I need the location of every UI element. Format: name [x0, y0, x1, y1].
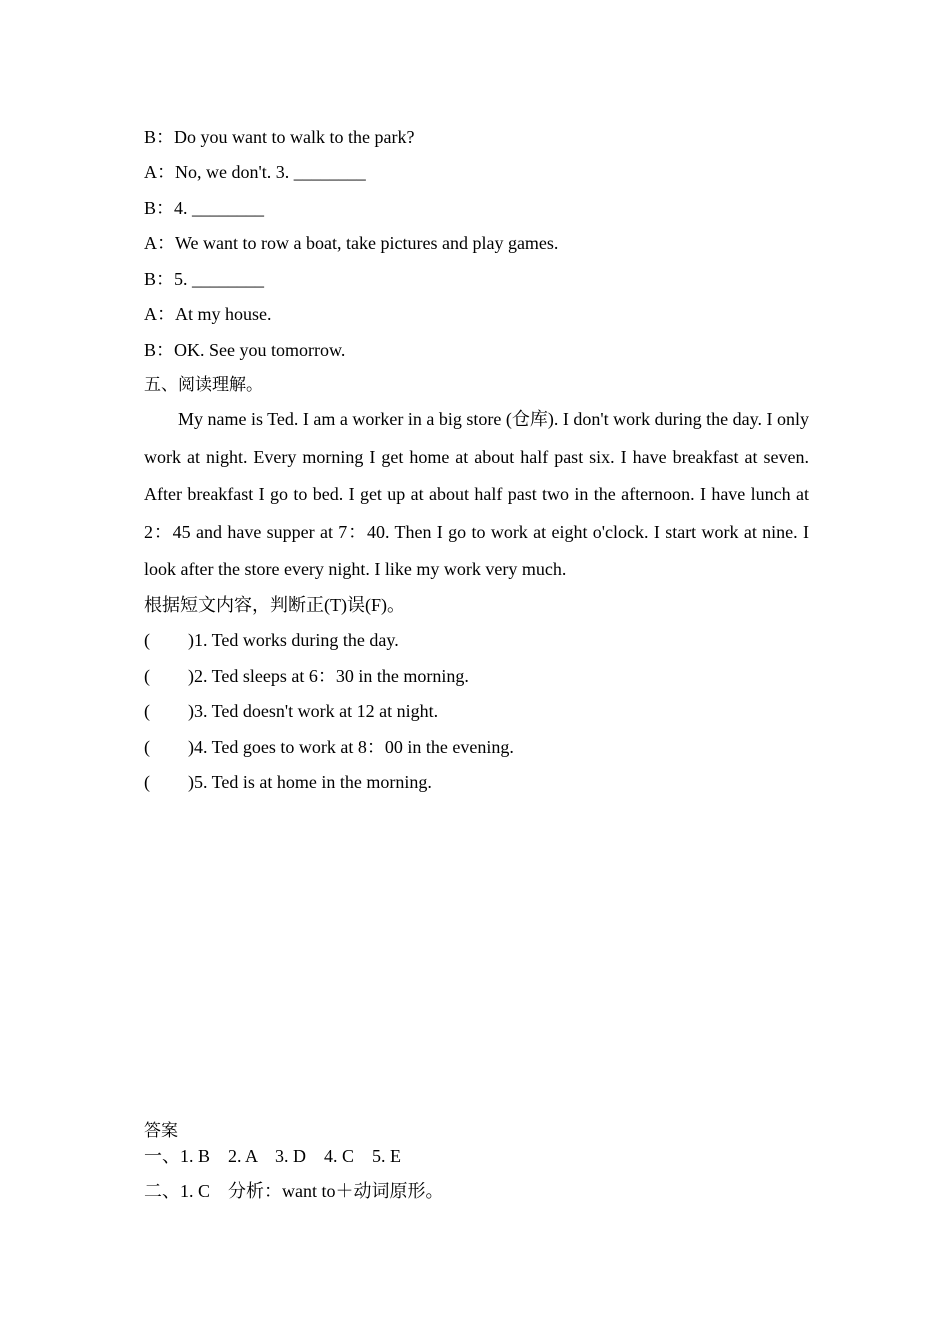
answer-paren: (: [144, 737, 150, 757]
answers-part-1: 一、1. B 2. A 3. D 4. C 5. E: [144, 1146, 402, 1166]
answer-paren: (: [144, 666, 150, 686]
speaker-label: B：: [144, 340, 175, 360]
dialogue-text: 4. ________: [174, 198, 265, 218]
answer-paren: (: [144, 772, 150, 792]
question-text: )4. Ted goes to work at 8：00 in the evening.: [188, 737, 514, 757]
question-text: )5. Ted is at home in the morning.: [188, 772, 432, 792]
dialogue-line: [144, 303, 272, 325]
question-text: )1. Ted works during the day.: [188, 630, 399, 650]
question-item: [144, 736, 514, 758]
question-item: [144, 700, 438, 722]
dialogue-line: [144, 161, 366, 183]
question-item: [144, 771, 432, 793]
reading-passage: My name is Ted. I am a worker in a big store (仓库). I don't work during the day. I only work at night. Every morning I get home at about half past six. I have breakfast at seven. After breakfast I go to bed. I get up at about half past two in the afternoon. I have lunch at 2：45 and have supper at 7：40. Then I go to work at eight o'clock. I start work at nine. I look after the store every night. I like my work very much.: [144, 409, 809, 579]
dialogue-line: [144, 126, 414, 148]
dialogue-text: No, we don't. 3. ________: [175, 162, 366, 182]
dialogue-text: At my house.: [175, 304, 272, 324]
speaker-label: B：: [144, 127, 175, 147]
question-text: )2. Ted sleeps at 6：30 in the morning.: [188, 666, 469, 686]
dialogue-text: We want to row a boat, take pictures and play games.: [175, 233, 559, 253]
dialogue-line: [144, 339, 345, 361]
answer-paren: (: [144, 630, 150, 650]
dialogue-line: [144, 232, 558, 254]
dialogue-line: [144, 268, 264, 290]
section-heading: 五、阅读理解。: [144, 375, 263, 395]
answers-part-2: 二、1. C 分析：want to＋动词原形。: [144, 1181, 444, 1201]
dialogue-text: Do you want to walk to the park?: [174, 127, 415, 147]
dialogue-text: 5. ________: [174, 269, 265, 289]
speaker-label: B：: [144, 198, 175, 218]
question-text: )3. Ted doesn't work at 12 at night.: [188, 701, 439, 721]
speaker-label: A：: [144, 233, 175, 253]
dialogue-text: OK. See you tomorrow.: [174, 340, 346, 360]
speaker-label: A：: [144, 304, 175, 324]
speaker-label: A：: [144, 162, 175, 182]
question-item: [144, 665, 469, 687]
dialogue-line: [144, 197, 264, 219]
answer-paren: (: [144, 701, 150, 721]
speaker-label: B：: [144, 269, 175, 289]
instruction-text: 根据短文内容，判断正(T)误(F)。: [144, 595, 405, 615]
answers-heading: 答案: [144, 1121, 178, 1141]
question-item: [144, 629, 399, 651]
